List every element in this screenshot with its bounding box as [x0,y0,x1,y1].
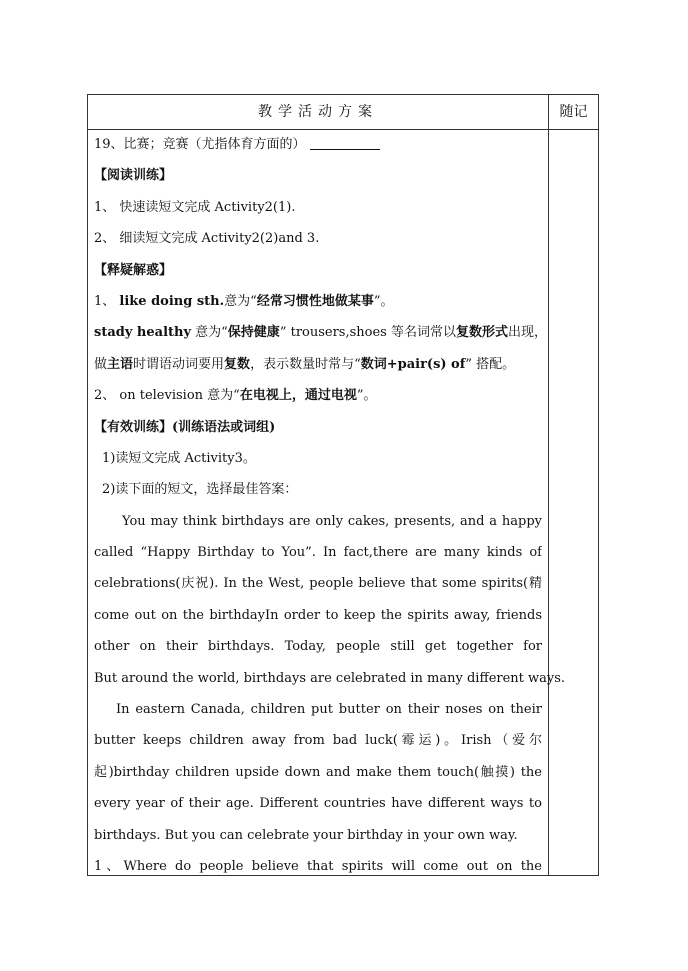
section-explanation: 【释疑解惑】 [94,262,173,278]
vocab-item-19: 19、比赛；竞赛（尤指体育方面的） [94,129,542,160]
passage-line: every year of their age. Different countries have different ways to [94,796,542,812]
reading-step-1: 1、 快速读短文完成 Activity2(1). [94,199,296,215]
training-step-1: 1)读短文完成 Activity3。 [102,450,256,466]
table-header-notes: 随记 [559,104,588,120]
column-divider [548,95,549,875]
passage-line: other on their birthdays. Today, people still get together for [94,639,542,655]
training-step-2: 2)读下面的短文，选择最佳答案： [102,482,298,498]
explanation-healthy: stady healthy 意为“保持健康” trousers,shoes 等名词常以复数形式出现， [94,325,548,341]
passage-line: birthdays. But you can celebrate your birthday in your own way. [94,827,518,843]
passage-line: celebrations(庆祝). In the West, people believe that some spirits(精 [94,576,542,592]
passage-line: called “Happy Birthday to You”. In fact,there are many kinds of [94,545,542,561]
activity-content [94,129,566,882]
passage-line: butter keeps children away from bad luck(霉运)。Irish（爱尔 [94,733,542,749]
passage-line: come out on the birthdayIn order to keep the spirits away, friends [94,607,542,623]
question-1: 1、Where do people believe that spirits will come out on the [94,858,542,874]
table-header-title: 教学活动方案 [258,104,378,120]
explanation-plural: 做主语时谓语动词要用复数，表示数量时常与“数词+pair(s) of” 搭配。 [94,356,516,372]
answer-blank [310,135,380,150]
passage-line: In eastern Canada, children put butter on their noses on their [116,702,542,718]
passage-line: But around the world, birthdays are celebrated in many different ways. [94,670,566,686]
explanation-2: 2、 on television 意为“在电视上，通过电视”。 [94,388,377,404]
section-reading-training: 【阅读训练】 [94,168,173,184]
passage-line: 起)birthday children upside down and make them touch(触摸) the [94,764,542,780]
section-effective-training: 【有效训练】(训练语法或词组) [94,419,276,435]
passage-line: You may think birthdays are only cakes, presents, and a happy [122,513,542,529]
explanation-1: 1、 like doing sth.意为“经常习惯性地做某事”。 [94,293,394,309]
reading-step-2: 2、 细读短文完成 Activity2(2)and 3. [94,231,320,247]
